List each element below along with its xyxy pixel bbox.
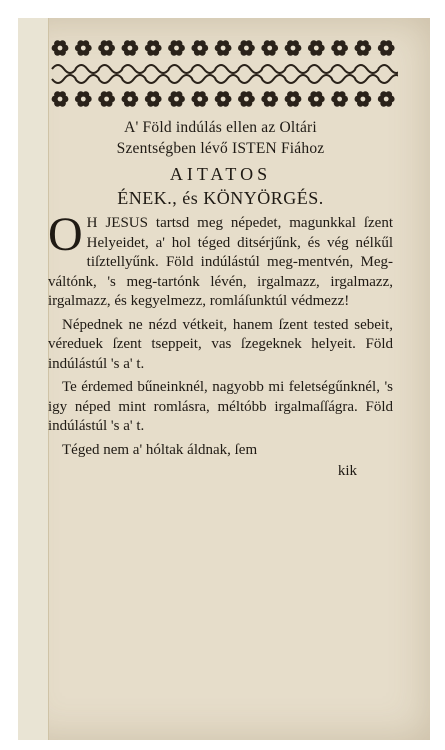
flower-icon [308,40,325,55]
flower-icon [75,91,92,106]
ornament-flowers-bottom [52,91,395,106]
scroll-icon [215,65,239,73]
flower-icon [215,91,232,106]
flower-icon [98,91,115,106]
scroll-icon [192,65,216,73]
scroll-icon [192,75,216,83]
flower-icon [168,40,185,55]
paragraph-3: Te érdemed bűneinknél, nagyobb mi feletségűnknél, 's igy néped mint romlásra, méltóbb irgalmaſſágra. Föld indúlástúl 's a' t. [48,379,393,435]
paragraph-1-text: H JESUS tartsd meg népedet, magunkkal ſzent Helyeidet, a' hol téged ditsérjűnk, és vég nélkűl tiſztellyűnk. Föld indúlástúl meg-mentvén, Meg-váltónk, 's meg-tartónk lévén, irgalmazz, irgalmazz, irgalmazz, és kegyelmezz, romláſunktúl védmezz! [48,215,393,310]
scroll-icon [99,75,123,83]
flower-icon [355,91,372,106]
flower-icon [75,40,92,55]
binding-strip [18,18,49,740]
floral-ornament-band [48,36,398,112]
scroll-icon [285,75,309,83]
scroll-icon [355,75,379,83]
title-line-1: A' Föld indúlás ellen az Oltári [124,119,317,136]
scroll-icon [215,75,239,83]
scroll-icon [378,75,398,83]
flower-icon [145,91,162,106]
scroll-icon [122,65,146,73]
flower-icon [378,91,395,106]
flower-icon [331,40,348,55]
document-text [48,118,393,482]
flower-icon [331,91,348,106]
scroll-icon [52,65,76,73]
flower-icon [238,91,255,106]
scroll-icon [169,75,193,83]
flower-icon [52,40,69,55]
drop-capital: O [48,208,83,262]
scroll-icon [332,75,356,83]
flower-icon [378,40,395,55]
flower-icon [238,40,255,55]
flower-icon [122,40,139,55]
ornament-flowers-top [52,40,395,55]
flower-icon [122,91,139,106]
scroll-icon [75,65,99,73]
scroll-icon [332,65,356,73]
title-block [48,118,393,210]
scroll-icon [145,75,169,83]
paragraph-2: Népednek ne nézd vétkeit, hanem ſzent tested sebeit, véreduek ſzent tseppeit, vas ſzegeknek helyeit. Föld indúlástúl 's a' t. [48,316,393,372]
scroll-icon [99,65,123,73]
flower-icon [285,91,302,106]
body-text [48,208,393,482]
flower-icon [52,91,69,106]
scroll-icon [308,75,332,83]
flower-icon [285,40,302,55]
flower-icon [215,40,232,55]
title-line-2: Szentségben lévő ISTEN Fiához [116,139,325,157]
scroll-icon [169,65,193,73]
scroll-icon [145,65,169,73]
flower-icon [261,91,278,106]
scroll-icon [355,65,379,73]
flower-icon [191,40,208,55]
ornament-scroll-row [52,65,398,83]
scroll-icon [378,65,398,73]
flower-icon [355,40,372,55]
paragraph-4: Téged nem a' hóltak áldnak, ſem [62,441,258,458]
scroll-icon [238,75,262,83]
scroll-icon [52,75,76,83]
catchword: kik [337,463,357,480]
scroll-icon [238,65,262,73]
flower-icon [191,91,208,106]
flower-icon [168,91,185,106]
scroll-icon [262,65,286,73]
title-line-3: AITATOS [169,163,272,184]
scroll-icon [285,65,309,73]
scroll-icon [262,75,286,83]
scroll-icon [122,75,146,83]
scroll-icon [75,75,99,83]
flower-icon [308,91,325,106]
scroll-icon [308,65,332,73]
flower-icon [145,40,162,55]
paragraph-1 [48,208,393,312]
flower-icon [98,40,115,55]
flower-icon [261,40,278,55]
title-line-4: ÉNEK., és KÖNYÖRGÉS. [117,188,324,209]
